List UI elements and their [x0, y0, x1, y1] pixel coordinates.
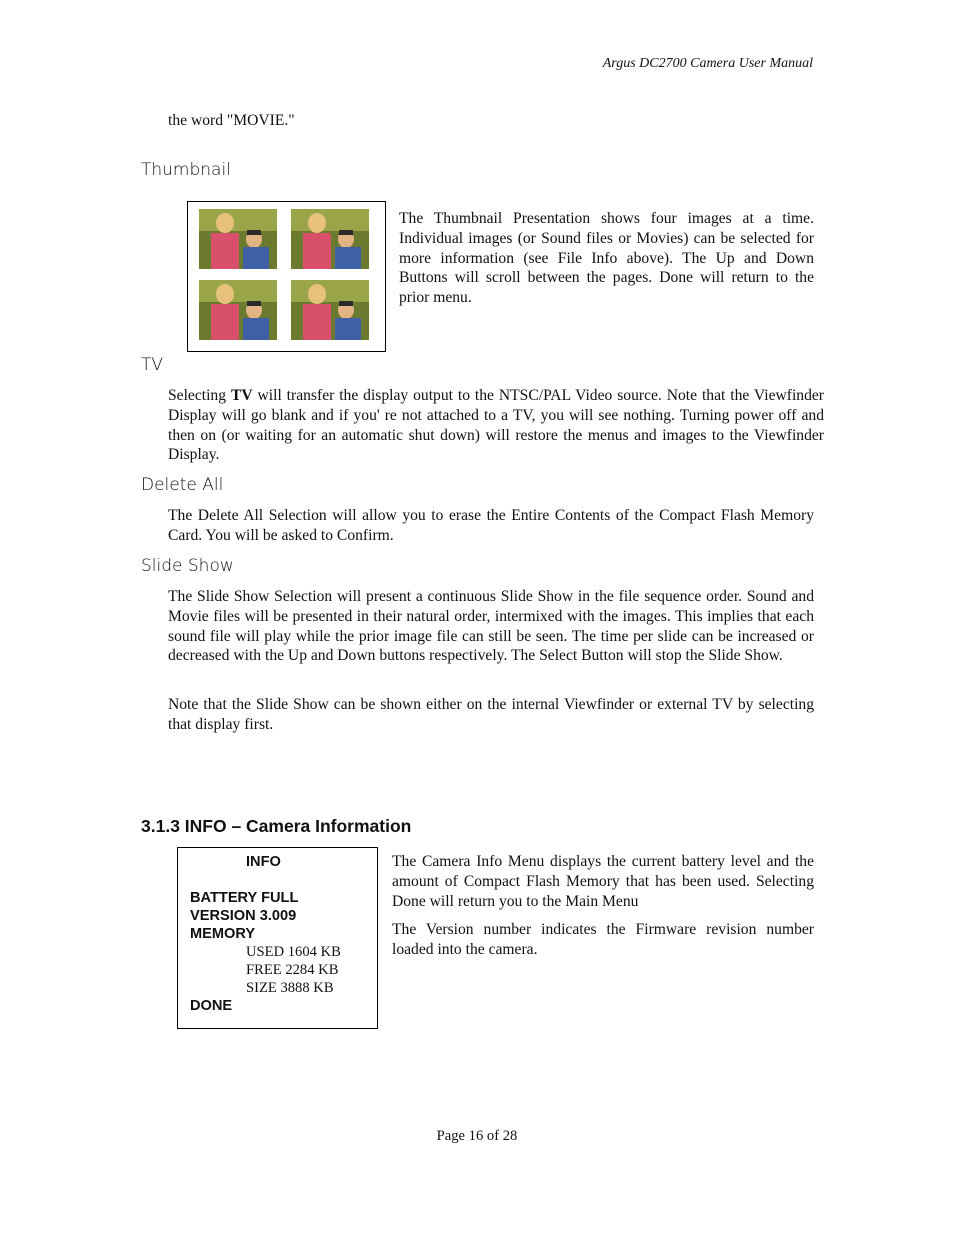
- info-menu-done: DONE: [190, 998, 233, 1014]
- info-menu-memory: MEMORY: [190, 926, 256, 942]
- heading-thumbnail: Thumbnail: [141, 160, 231, 180]
- thumbnail-figure: [187, 201, 386, 352]
- tv-description: Selecting TV will transfer the display output to the NTSC/PAL Video source. Note that the Viewfinder Display will go blank and if you' re not attached to a TV, you will see nothing. Turning power off and then on (or waiting for an automatic shut down) will restore the menus and images to the Viewfinder Display.: [168, 387, 824, 464]
- thumbnail-photo: [199, 280, 277, 340]
- info-menu-size: SIZE 3888 KB: [246, 980, 334, 996]
- delete-all-description: The Delete All Selection will allow you to erase the Entire Contents of the Compact Flash Memory Card. You will be asked to Confirm.: [168, 507, 814, 544]
- page-number: Page 16 of 28: [436, 1128, 518, 1144]
- thumbnail-photo: [291, 280, 369, 340]
- continuation-text: the word "MOVIE.": [168, 112, 295, 129]
- info-menu-figure: [177, 847, 378, 1029]
- info-version-note: The Version number indicates the Firmware revision number loaded into the camera.: [392, 921, 814, 958]
- thumbnail-photo: [291, 209, 369, 269]
- tv-bold-term: TV: [230, 387, 253, 404]
- info-menu-free: FREE 2284 KB: [246, 962, 339, 978]
- heading-slide-show: Slide Show: [141, 556, 234, 576]
- thumbnail-description: The Thumbnail Presentation shows four images at a time. Individual images (or Sound files or Movies) can be selected for more information (see File Info above). The Up and Down Buttons will scroll between the pages. Done will return to the prior menu.: [399, 210, 814, 307]
- heading-tv: TV: [141, 355, 164, 375]
- section-heading-info: 3.1.3 INFO – Camera Information: [141, 816, 412, 836]
- slide-show-note: Note that the Slide Show can be shown either on the internal Viewfinder or external TV by selecting that display first.: [168, 696, 814, 733]
- heading-delete-all: Delete All: [141, 475, 224, 495]
- info-description: The Camera Info Menu displays the current battery level and the amount of Compact Flash Memory that has been used. Selecting Done will return you to the Main Menu: [392, 853, 814, 910]
- thumbnail-photo: [199, 209, 277, 269]
- info-menu-title: INFO: [246, 854, 281, 870]
- info-menu-battery: BATTERY FULL: [190, 890, 299, 906]
- slide-show-description: The Slide Show Selection will present a continuous Slide Show in the file sequence order. Sound and Movie files will be presented in their natural order, intermixed with the images. This implies that each sound file will play while the prior image file can still be seen. The time per slide can be increased or decreased with the Up and Down buttons respectively. The Select Button will stop the Slide Show.: [168, 588, 814, 665]
- info-menu-version: VERSION 3.009: [190, 908, 297, 924]
- info-menu-used: USED 1604 KB: [246, 944, 341, 960]
- running-header: Argus DC2700 Camera User Manual: [602, 56, 813, 71]
